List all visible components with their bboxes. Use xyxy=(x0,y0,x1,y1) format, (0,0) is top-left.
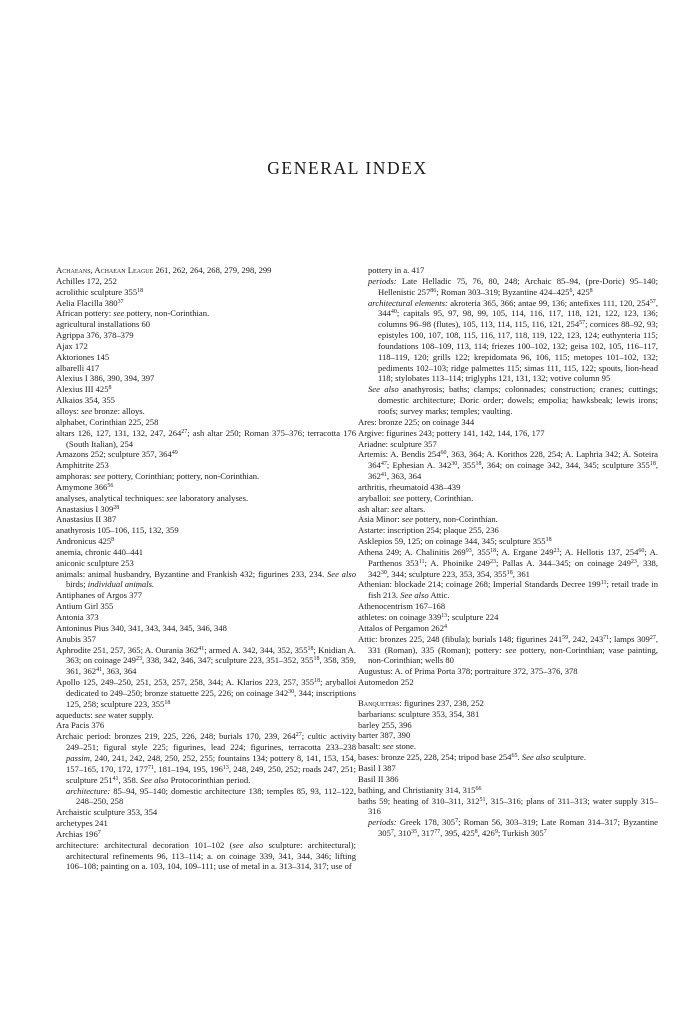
index-entry: Basil I 387 xyxy=(358,762,396,773)
index-entry: amphoras: see pottery, Corinthian; pottery, non-Corinthian. xyxy=(56,471,260,482)
index-entry: Athena 249; A. Chalinitis $269^{93}$, $355^{18}$; A. Ergane $249^{23}$; A. Hellotis 137, $254^{60}$; A. Parthenos $353^{11}$; A. Phoinike $249^{23}$; Pallas A. 344–345; on coinage $249^{23}$, 338, $342^{30}$, 344; sculpture 223, 353, 354, $355^{18}$, 361 xyxy=(358,546,658,579)
index-entry: Alexius III $425^8$ xyxy=(56,384,112,395)
index-subentry: periods: Greek 178, $305^7$; Roman 56, 303–319; Late Roman 314–317; Byzantine $305^7$, $310^{35}$, $317^{77}$, 395, $425^8$, $426^9$; Turkish $305^7$ xyxy=(368,817,658,839)
index-entry: barbarians: sculpture 353, 354, 381 xyxy=(358,708,480,719)
index-entry: Ariadne: sculpture 357 xyxy=(358,438,437,449)
index-entry: barter 387, 390 xyxy=(358,730,411,741)
index-entry: Artemis: A. Bendis $254^{60}$, 363, 364; A. Korithos 228, 254; A. Laphria 342; A. Soteira $364^{47}$; Ephesian A. $342^{30}$, $355^{18}$, 364; on coinage 342, 344, 345; sculpture $355^{18}$, $362^{41}$, 363, 364 xyxy=(358,449,659,482)
index-entry: Banqueters: figurines 237, 238, 252 xyxy=(358,697,484,708)
index-subentry: pottery in a. 417 xyxy=(368,265,425,275)
index-entry: aniconic sculpture 253 xyxy=(56,557,134,568)
index-entry: architecture: architectural decoration 101–102 (see also sculpture: architectural); architectural refinements 96, 113–114; a. on coinage 339, 341, 344, 346; lifting 106–108; painting on a. 103, 104, 109–111; use of metal in a. 313–314, 317; use of xyxy=(56,839,357,872)
index-entry: Achaeans, Achaean League 261, 262, 264, 268, 279, 298, 299 xyxy=(56,265,272,275)
index-subentry: architectural elements: akroteria 365, 366; antae 99, 136; antefixes 111, 120, $254^{57}$, $344^{40}$; capitals 95, 97, 98, 99, 105, 114, 116, 117, 118, 121, 122, 123, 136; columns 96–98 (flutes), 105, 113, 114, 115, 116, 121, $254^{57}$; cornices 88–92, 93; epistyles 100, 107, 108, 115, 116, 117, 118, 119, 122, 123, 124; euthynteria 115; foundations 108–109, 113, 114; friezes 100–102, 132; geisa 102, 105, 116–117, 118–119, 120; grills 122; krepidomata 96, 106, 115; metopes 101–102, 132; pediments 102–103; ridge palmettes 115; simas 111, 115, 122; spouts, lion-head 118; stylobates 113–114; triglyphs 121, 131, 132; votive column 95 xyxy=(368,297,658,384)
index-entry: Archaistic sculpture 353, 354 xyxy=(56,807,158,818)
index-entry: Athenocentrism 167–168 xyxy=(358,601,446,612)
index-entry: aqueducts: see water supply. xyxy=(56,709,154,720)
index-entry: agricultural installations 60 xyxy=(56,319,151,330)
index-entry: Apollo 125, 249–250, 251, 253, 257, 258, 344; A. Klarios 223, 257, $355^{18}$; aryballoi dedicated to 249–250; bronze statuette 225, 226; on coinage $342^{30}$, 344; inscriptions 125, 258; sculpture 223, $355^{18}$ xyxy=(56,677,357,709)
index-entry: Asia Minor: see pottery, non-Corinthian. xyxy=(358,514,498,525)
index-entry: Athenian: blockade 214; coinage 268; Imperial Standards Decree $199^{11}$; retail trade in fish 213. See also Attic. xyxy=(358,579,658,601)
index-entry: Astarte: inscription 254; plaque 255, 236 xyxy=(358,525,499,536)
index-entry: Amazons 252; sculpture 357, $364^{49}$ xyxy=(56,449,178,460)
index-entry: Antiphanes of Argos 377 xyxy=(56,590,143,601)
page-title: GENERAL INDEX xyxy=(267,158,428,178)
index-entry: Augustus: A. of Prima Porta 378; portraiture 372, 375–376, 378 xyxy=(358,666,578,677)
index-entry: Archaic period: bronzes 219, 225, 226, 248; burials 170, 239, $264^{27}$; cultic activity 249–251; figural style 225; figurines, lead 224; figurines, terracotta 233–238 passim, 240, 241, 242, 248, 250, 252, 255; fountains 134; pottery 8, 141, 153, 154, 157–165, 170, 172, $177^{71}$, 181–194, 195, $196^{13}$, 248, 249, 250, 252; roads 247, 251; sculpture $251^{41}$, 358. See also Protocorinthian period. xyxy=(56,731,357,785)
index-entry: Asklepios 59, 125; on coinage 344, 345; sculpture $355^{18}$ xyxy=(358,536,552,547)
index-entry: ash altar: see altars. xyxy=(358,503,426,514)
index-column-right xyxy=(358,265,658,839)
index-entry: anathyrosis 105–106, 115, 132, 359 xyxy=(56,525,179,536)
index-entry: Aelia Flacilla $380^{37}$ xyxy=(56,297,124,308)
index-subentry: architecture: 85–94, 95–140; domestic architecture 138; temples 85, 93, 112–122, 248–250, 258 xyxy=(66,785,356,807)
index-entry: Agrippa 376, 378–379 xyxy=(56,330,134,341)
index-entry: Anastasius I $309^{28}$ xyxy=(56,503,120,514)
index-entry: alloys: see bronze: alloys. xyxy=(56,405,145,416)
index-entry: African pottery: see pottery, non-Corinthian. xyxy=(56,308,210,319)
index-entry: baths 59; heating of 310–311, $312^{51}$, 315–316; plans of 311–313; water supply 315–316 xyxy=(358,795,658,817)
index-entry: Archias $196^7$ xyxy=(56,828,101,839)
index-entry: Amymone $366^{56}$ xyxy=(56,481,114,492)
index-entry: altars 126, 127, 131, 132, 247, $264^{27}$; ash altar 250; Roman 375–376; terracotta 176 (South Italian), 254 xyxy=(56,427,356,449)
index-entry: Automedon 252 xyxy=(358,677,414,688)
index-entry: Amphitrite 253 xyxy=(56,460,109,471)
index-entry: Anubis 357 xyxy=(56,633,96,644)
index-entry: Aktoriones 145 xyxy=(56,351,110,362)
index-entry: bases: bronze 225, 228, 254; tripod base $254^{65}$. See also sculpture. xyxy=(358,752,586,763)
index-entry: aryballoi: see pottery, Corinthian. xyxy=(358,492,474,503)
index-entry: barley 255, 396 xyxy=(358,719,412,730)
index-entry: alphabet, Corinthian 225, 258 xyxy=(56,416,159,427)
index-entry: animals: animal husbandry, Byzantine and Frankish 432; figurines 233, 234. See also birds; individual animals. xyxy=(56,568,356,590)
index-entry: analyses, analytical techniques: see laboratory analyses. xyxy=(56,492,249,503)
index-entry: anemia, chronic 440–441 xyxy=(56,546,144,557)
index-entry: Antoninus Pius 340, 341, 343, 344, 345, 346, 348 xyxy=(56,622,227,633)
index-entry: Alkaios 354, 355 xyxy=(56,395,115,406)
index-column-left xyxy=(56,265,356,872)
index-entry: Antonia 373 xyxy=(56,612,99,622)
index-entry: Ara Pacis 376 xyxy=(56,720,105,731)
index-entry: Andronicus $425^8$ xyxy=(56,536,115,547)
index-subentry: periods: Late Helladic 75, 76, 80, 248; Archaic 85–94, (pre-Doric) 95–140; Hellenistic $257^{86}$; Roman 303–319; Byzantine $424-425^6$, $425^8$ xyxy=(368,275,658,297)
index-entry: Alexius I 386, 390, 394, 397 xyxy=(56,373,155,384)
index-entry: archetypes 241 xyxy=(56,818,108,829)
index-entry: Attic: bronzes 225, 248 (fibula); burials 148; figurines $241^{59}$, 242, $243^{71}$; lamps $309^{27}$, 331 (Roman), 335 (Roman); pottery: see pottery, non-Corinthian; vase painting, non-Corinthian; wells 80 xyxy=(358,633,658,666)
index-entry: Ajax 172 xyxy=(56,340,88,351)
index-entry: Basil II 386 xyxy=(358,773,399,784)
index-entry: Aphrodite 251, 257, 365; A. Ourania $362^{41}$; armed A. 342, 344, 352, $355^{18}$; Knidian A. 363; on coinage $249^{23}$, 338, 342, 346, 347; sculpture 223, 351–352, $355^{18}$, 358, 359, 361, $362^{41}$, 363, 364 xyxy=(56,644,357,677)
index-entry: Antium Girl 355 xyxy=(56,601,114,612)
index-entry: basalt: see stone. xyxy=(358,741,417,752)
index-entry: Argive: figurines 243; pottery 141, 142, 144, 176, 177 xyxy=(358,427,545,438)
index-entry: Anastasius II 387 xyxy=(56,514,117,525)
index-entry: albarelli 417 xyxy=(56,362,100,373)
index-entry: Achilles 172, 252 xyxy=(56,275,117,286)
index-entry: bathing, and Christianity 314, $315^{66}$ xyxy=(358,784,482,795)
index-entry: athletes: on coinage $339^{13}$; sculpture 224 xyxy=(358,612,499,622)
index-entry: Ares: bronze 225; on coinage 344 xyxy=(358,416,475,427)
index-entry: Attalos of Pergamon $262^4$ xyxy=(358,622,448,633)
index-entry: arthritis, rheumatoid 438–439 xyxy=(358,481,461,492)
index-entry: acrolithic sculpture $355^{18}$ xyxy=(56,286,144,297)
index-subentry: See also anathyrosis; baths; clamps; colonnades; construction; cranes; cuttings; domestic architecture; Doric order; dowels; empolia; hawksbeak; lewis irons; roofs; survey marks; temples; vaulting. xyxy=(368,384,658,416)
